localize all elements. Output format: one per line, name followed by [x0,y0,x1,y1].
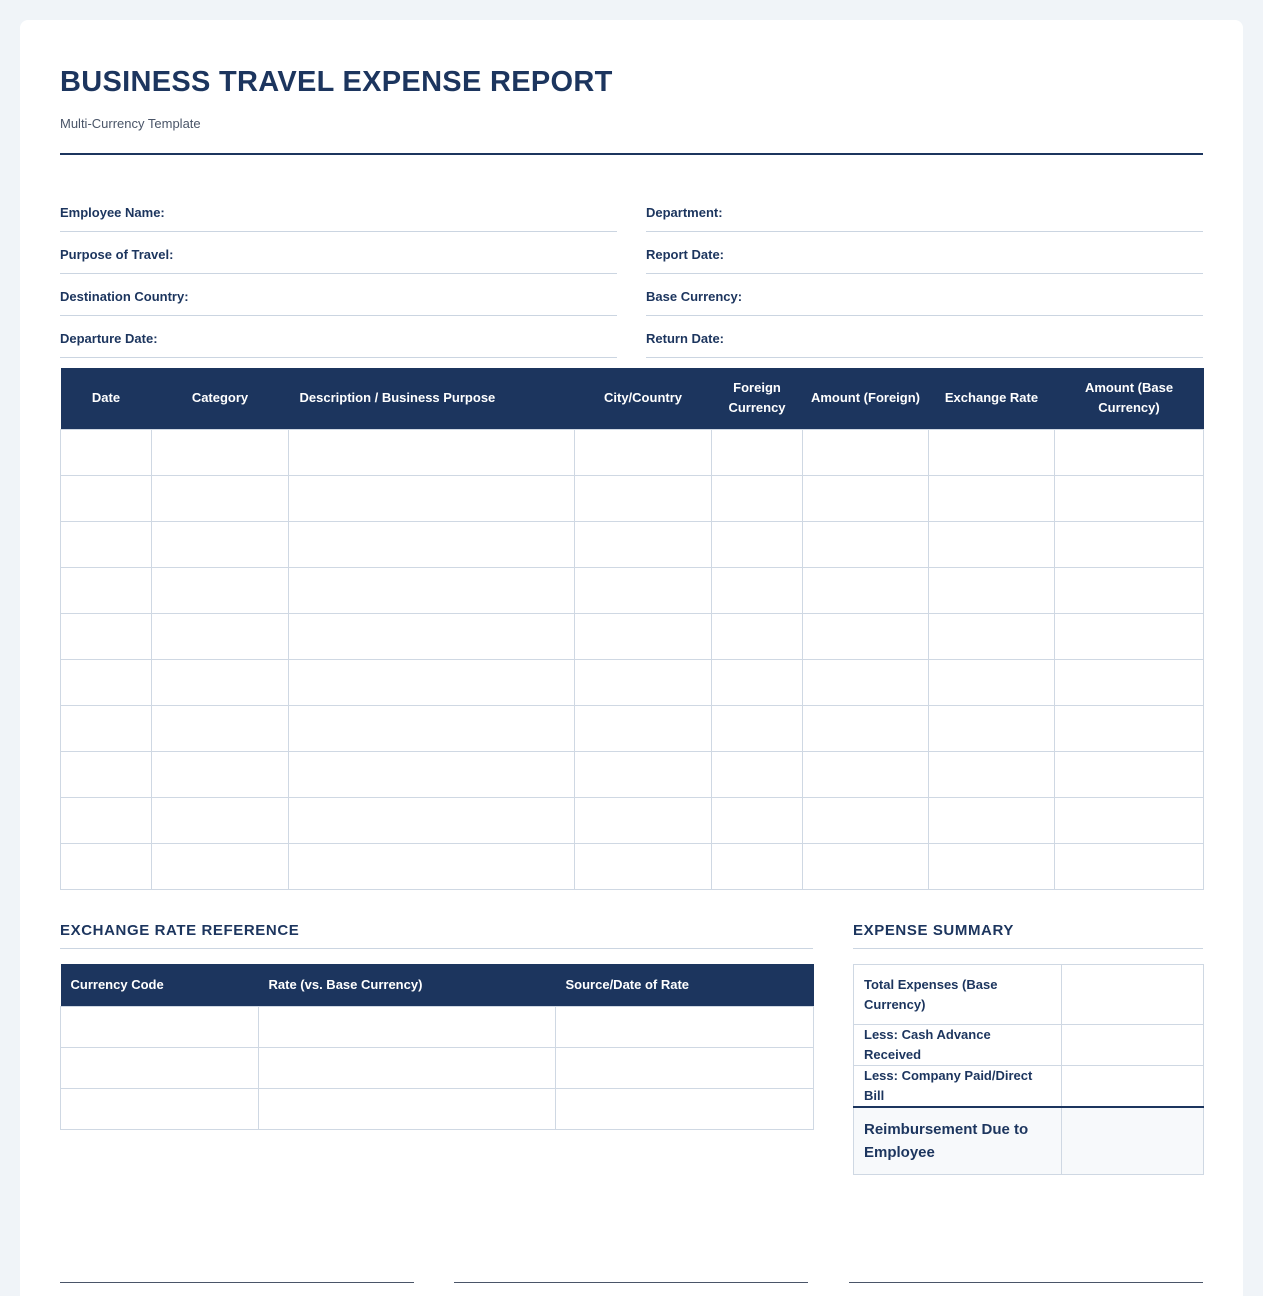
expense-cell[interactable] [289,705,575,751]
expense-cell[interactable] [152,429,289,475]
expense-cell[interactable] [289,751,575,797]
expense-row [61,843,1204,889]
exchange-rate-cell[interactable] [259,1047,556,1088]
expense-cell[interactable] [712,613,803,659]
return-date-label: Return Date: [646,331,725,346]
expense-summary-section-divider [853,948,1203,949]
expense-cell[interactable] [1055,613,1204,659]
expense-cell[interactable] [61,567,152,613]
exchange-rate-row [61,1088,814,1129]
report-page [20,20,1243,1296]
employee-name-label: Employee Name: [60,205,165,220]
exchange-rate-cell[interactable] [259,1006,556,1047]
expense-cell[interactable] [289,659,575,705]
expense-cell[interactable] [712,705,803,751]
employee-name-field[interactable] [60,190,617,232]
exchange-rate-cell[interactable] [61,1088,259,1129]
expense-summary-section-title: EXPENSE SUMMARY [853,922,1014,939]
expense-header-row [61,368,1204,429]
expense-row [61,751,1204,797]
expense-cell[interactable] [1055,843,1204,889]
expense-cell[interactable] [289,797,575,843]
col-header-source: Source/Date of Rate [556,964,814,1006]
expense-cell[interactable] [152,751,289,797]
expense-summary-table [853,964,1204,1175]
expense-cell[interactable] [575,797,712,843]
expense-cell[interactable] [712,751,803,797]
expense-cell[interactable] [929,567,1055,613]
expense-table-body [61,429,1204,889]
expense-cell[interactable] [929,613,1055,659]
col-header-category: Category [152,368,289,429]
base-currency-label: Base Currency: [646,289,743,304]
expense-cell[interactable] [61,659,152,705]
summary-label-reimbursement-due: Reimbursement Due to Employee [854,1107,1062,1174]
department-field[interactable] [646,190,1203,232]
expense-cell[interactable] [712,475,803,521]
expense-row [61,659,1204,705]
expense-cell[interactable] [61,797,152,843]
purpose-of-travel-field[interactable] [60,232,617,274]
exchange-rate-table-body [61,1006,814,1129]
summary-value-cash-advance[interactable] [1062,1025,1204,1066]
exchange-rate-cell[interactable] [61,1006,259,1047]
expense-row [61,521,1204,567]
summary-label-total-expenses: Total Expenses (Base Currency) [854,965,1062,1025]
col-header-currency-code: Currency Code [61,964,259,1006]
expense-row [61,797,1204,843]
expense-row [61,475,1204,521]
col-header-city-country: City/Country [575,368,712,429]
expense-cell[interactable] [61,475,152,521]
exchange-rate-header-row [61,964,814,1006]
department-label: Department: [646,205,723,220]
exchange-rate-row [61,1006,814,1047]
expense-cell[interactable] [575,843,712,889]
col-header-date: Date [61,368,152,429]
destination-country-label: Destination Country: [60,289,189,304]
departure-date-label: Departure Date: [60,331,158,346]
expense-cell[interactable] [929,521,1055,567]
expense-cell[interactable] [575,613,712,659]
expense-cell[interactable] [929,475,1055,521]
expense-cell[interactable] [803,659,929,705]
expense-cell[interactable] [929,429,1055,475]
expense-cell[interactable] [152,475,289,521]
col-header-rate: Rate (vs. Base Currency) [259,964,556,1006]
expense-cell[interactable] [575,567,712,613]
expense-cell[interactable] [61,429,152,475]
summary-row-cash-advance [854,1025,1204,1066]
expense-cell[interactable] [289,475,575,521]
departure-date-field[interactable] [60,316,617,358]
signature-line-2 [454,1282,808,1283]
expense-cell[interactable] [152,705,289,751]
expense-cell[interactable] [575,751,712,797]
expense-row [61,613,1204,659]
report-date-field[interactable] [646,232,1203,274]
expense-table [60,368,1204,890]
expense-row [61,429,1204,475]
col-header-exchange-rate: Exchange Rate [929,368,1055,429]
expense-cell[interactable] [712,521,803,567]
expense-cell[interactable] [152,797,289,843]
expense-cell[interactable] [712,843,803,889]
expense-cell[interactable] [712,659,803,705]
summary-row-company-paid [854,1066,1204,1108]
expense-cell[interactable] [289,521,575,567]
expense-cell[interactable] [1055,475,1204,521]
return-date-field[interactable] [646,316,1203,358]
expense-cell[interactable] [152,567,289,613]
expense-cell[interactable] [803,705,929,751]
expense-cell[interactable] [575,475,712,521]
expense-cell[interactable] [575,429,712,475]
exchange-rate-cell[interactable] [556,1006,814,1047]
expense-cell[interactable] [61,613,152,659]
exchange-rate-cell[interactable] [556,1047,814,1088]
expense-cell[interactable] [575,521,712,567]
expense-cell[interactable] [712,797,803,843]
report-date-label: Report Date: [646,247,725,262]
expense-cell[interactable] [803,521,929,567]
signature-line-3 [849,1282,1203,1283]
expense-cell[interactable] [1055,751,1204,797]
expense-cell[interactable] [929,705,1055,751]
expense-cell[interactable] [289,567,575,613]
expense-cell[interactable] [289,843,575,889]
expense-cell[interactable] [575,705,712,751]
expense-cell[interactable] [803,797,929,843]
expense-cell[interactable] [152,659,289,705]
expense-cell[interactable] [803,613,929,659]
expense-cell[interactable] [152,843,289,889]
summary-label-company-paid: Less: Company Paid/Direct Bill [854,1066,1062,1108]
expense-cell[interactable] [1055,797,1204,843]
expense-cell[interactable] [152,521,289,567]
summary-value-company-paid[interactable] [1062,1066,1204,1108]
summary-label-cash-advance: Less: Cash Advance Received [854,1025,1062,1066]
purpose-of-travel-label: Purpose of Travel: [60,247,174,262]
destination-country-field[interactable] [60,274,617,316]
expense-cell[interactable] [61,705,152,751]
expense-cell[interactable] [929,659,1055,705]
expense-cell[interactable] [575,659,712,705]
expense-cell[interactable] [712,567,803,613]
expense-cell[interactable] [712,429,803,475]
exchange-rate-cell[interactable] [61,1047,259,1088]
expense-cell[interactable] [289,613,575,659]
base-currency-field[interactable] [646,274,1203,316]
expense-cell[interactable] [1055,705,1204,751]
col-header-foreign-currency: Foreign Currency [712,368,803,429]
summary-row-total-expenses [854,965,1204,1025]
expense-cell[interactable] [803,429,929,475]
expense-cell[interactable] [1055,521,1204,567]
expense-cell[interactable] [803,751,929,797]
expense-cell[interactable] [1055,429,1204,475]
exchange-rate-cell[interactable] [259,1088,556,1129]
col-header-amount-foreign: Amount (Foreign) [803,368,929,429]
exchange-rate-cell[interactable] [556,1088,814,1129]
signature-line-1 [60,1282,414,1283]
expense-cell[interactable] [61,751,152,797]
expense-cell[interactable] [1055,567,1204,613]
expense-cell[interactable] [803,843,929,889]
expense-cell[interactable] [929,797,1055,843]
expense-row [61,567,1204,613]
exchange-rate-table [60,964,814,1130]
expense-cell[interactable] [289,429,575,475]
exchange-rate-row [61,1047,814,1088]
expense-cell[interactable] [152,613,289,659]
report-subtitle: Multi-Currency Template [60,116,201,131]
col-header-amount-base: Amount (Base Currency) [1055,368,1204,429]
expense-cell[interactable] [929,843,1055,889]
expense-cell[interactable] [61,521,152,567]
expense-row [61,705,1204,751]
summary-value-reimbursement-due[interactable] [1062,1107,1204,1174]
expense-cell[interactable] [803,567,929,613]
report-title: BUSINESS TRAVEL EXPENSE REPORT [60,66,613,98]
expense-cell[interactable] [929,751,1055,797]
expense-cell[interactable] [1055,659,1204,705]
expense-cell[interactable] [803,475,929,521]
header-divider [60,153,1203,155]
summary-row-reimbursement-due [854,1107,1204,1174]
col-header-description: Description / Business Purpose [289,368,575,429]
summary-value-total-expenses[interactable] [1062,965,1204,1025]
exchange-rate-section-divider [60,948,813,949]
expense-cell[interactable] [61,843,152,889]
exchange-rate-section-title: EXCHANGE RATE REFERENCE [60,922,300,939]
